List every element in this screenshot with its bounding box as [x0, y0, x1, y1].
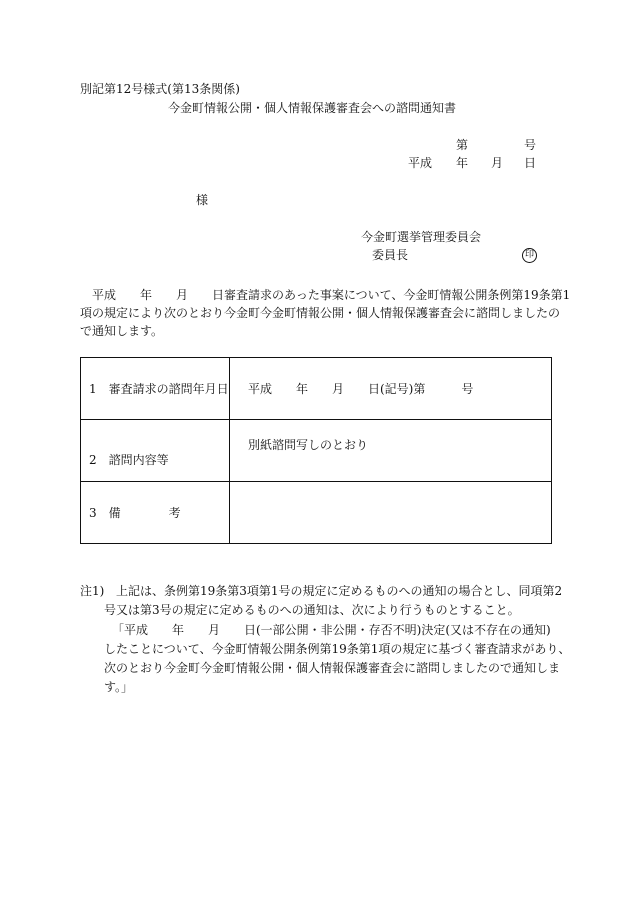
doc-number-go: 号: [524, 138, 537, 152]
body-line-3: で通知します。: [80, 324, 164, 338]
table-label-date: 1 審査請求の諮問年月日: [81, 358, 230, 420]
seal-mark: 印: [522, 248, 537, 263]
date-era: 平成: [408, 156, 433, 170]
document-title: 今金町情報公開・個人情報保護審査会への諮問通知書: [168, 101, 457, 115]
note-line-1: 上記は、条例第19条第3項第1号の規定に定めるものへの通知の場合とし、同項第2: [116, 584, 563, 598]
note-line-2: 号又は第3号の規定に定めるものへの通知は、次により行うものとすること。: [104, 603, 520, 617]
note-line-4: したことについて、今金町情報公開条例第19条第1項の規定に基づく審査請求があり、: [104, 642, 571, 656]
sender-title: 委員長: [372, 248, 409, 262]
addressee-honorific: 様: [196, 193, 209, 207]
note-line-3: 「平成 年 月 日(一部公開・非公開・存否不明)決定(又は不存在の通知): [112, 623, 551, 637]
note-marker: 注1): [80, 584, 105, 598]
table-row: [81, 482, 552, 544]
date-year: 年: [456, 156, 469, 170]
table-value-date: 平成 年 月 日(記号)第 号: [230, 358, 552, 420]
table-label-remarks: 3 備 考: [81, 482, 230, 544]
table-row: [81, 358, 552, 420]
table-value-content: 別紙諮問写しのとおり: [230, 420, 552, 482]
note-line-6: す。」: [104, 680, 134, 694]
body-line-1: 平成 年 月 日審査請求のあった事案について、今金町情報公開条例第19条第1: [92, 288, 571, 302]
date-day: 日: [524, 156, 537, 170]
table-value-remarks: [230, 482, 552, 544]
table-label-content: 2 諮問内容等: [81, 420, 230, 482]
inquiry-table: [80, 357, 552, 544]
note-line-5: 次のとおり今金町今金町情報公開・個人情報保護審査会に諮問しましたので通知しま: [104, 661, 561, 675]
date-month: 月: [491, 156, 504, 170]
form-id: 別記第12号様式(第13条関係): [80, 82, 240, 96]
body-line-2: 項の規定により次のとおり今金町今金町情報公開・個人情報保護審査会に諮問しましたの: [80, 306, 561, 320]
table-row: [81, 420, 552, 482]
sender-organization: 今金町選挙管理委員会: [361, 230, 482, 244]
doc-number-dai: 第: [456, 138, 469, 152]
